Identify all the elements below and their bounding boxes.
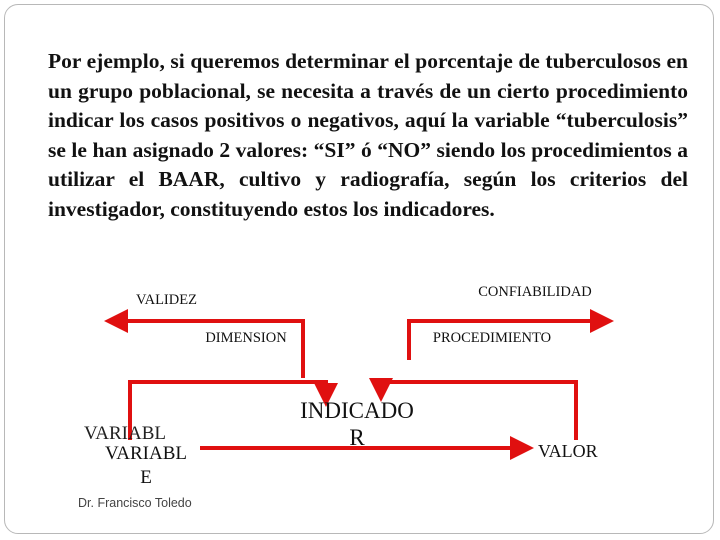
label-valor: VALOR (538, 441, 598, 461)
label-variable-shadow: VARIABL (84, 423, 166, 439)
label-validez: VALIDEZ (136, 292, 197, 308)
label-indicador: INDICADOR (300, 398, 414, 450)
label-procedimiento: PROCEDIMIENTO (432, 330, 552, 346)
label-dimension: DIMENSION (205, 330, 287, 346)
body-paragraph: Por ejemplo, si queremos determinar el porcentaje de tuberculosos en un grupo poblacional, se necesita a través de un cierto procedimiento indicar los casos positivos o negativos, aquí la variable “tuberculosis” se le han asignado 2 valores: “SI” ó “NO” siendo los procedimientos a utilizar el BAAR, cultivo y radiografía, según los criterios del investigador, constituyendo estos los indicadores. (48, 49, 688, 221)
label-confiabilidad: CONFIABILIDAD (478, 284, 592, 300)
label-variable: VARIABLE (105, 443, 187, 488)
footer-author: Dr. Francisco Toledo (78, 496, 192, 510)
